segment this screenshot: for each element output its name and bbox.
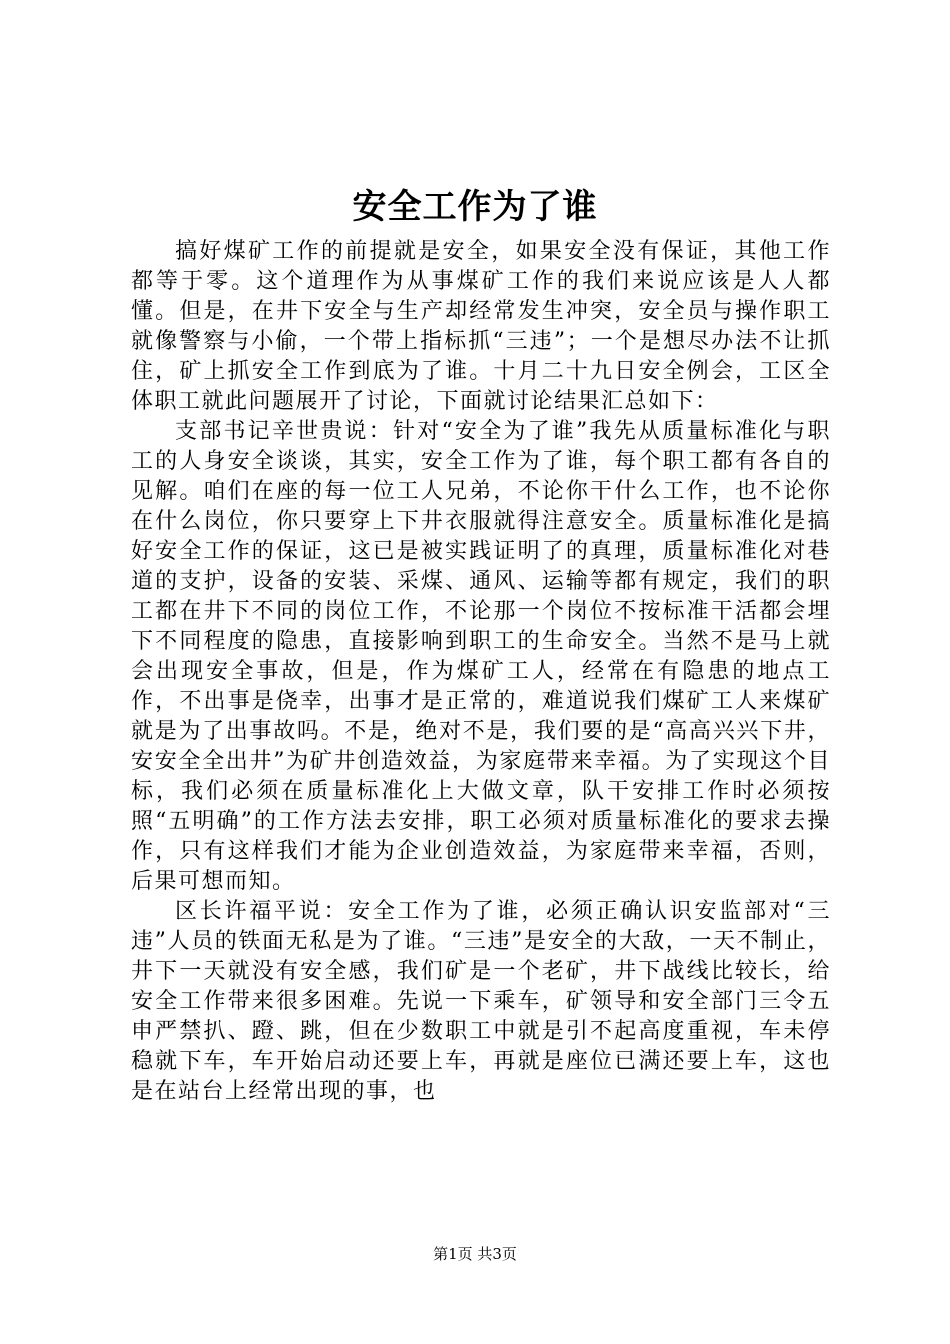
document-title: 安全工作为了谁: [352, 187, 598, 227]
paragraph-district-chief: 区长许福平说：安全工作为了谁，必须正确认识安监部对“三违”人员的铁面无私是为了谁。“三违”是安全的大敌，一天不制止，井下一天就没有安全感，我们矿是一个老矿，井下战线比较长，给安全工作带来很多困难。先说一下乘车，矿领导和安全部门三令五申严禁扒、蹬、跳，但在少数职工中就是引不起高度重视，车未停稳就下车，车开始启动还要上车，再就是座位已满还要上车，这也是在站台上经常出现的事，也: [131, 899, 831, 1104]
page-footer: 第1页 共3页: [433, 1245, 517, 1263]
paragraph-intro: 搞好煤矿工作的前提就是安全，如果安全没有保证，其他工作都等于零。这个道理作为从事煤矿工作的我们来说应该是人人都懂。但是，在井下安全与生产却经常发生冲突，安全员与操作职工就像警察与小偷，一个带上指标抓“三违”；一个是想尽办法不让抓住，矿上抓安全工作到底为了谁。十月二十九日安全例会，工区全体职工就此问题展开了讨论，下面就讨论结果汇总如下：: [131, 239, 831, 414]
paragraph-party-secretary: 支部书记辛世贵说：针对“安全为了谁”我先从质量标准化与职工的人身安全谈谈，其实，安全工作为了谁，每个职工都有各自的见解。咱们在座的每一位工人兄弟，不论你干什么工作，也不论你在什么岗位，你只要穿上下井衣服就得注意安全。质量标准化是搞好安全工作的保证，这已是被实践证明了的真理，质量标准化对巷道的支护，设备的安装、采煤、通风、运输等都有规定，我们的职工都在井下不同的岗位工作，不论那一个岗位不按标准干活都会埋下不同程度的隐患，直接影响到职工的生命安全。当然不是马上就会出现安全事故，但是，作为煤矿工人，经常在有隐患的地点工作，不出事是侥幸，出事才是正常的，难道说我们煤矿工人来煤矿就是为了出事故吗。不是，绝对不是，我们要的是“高高兴兴下井，安安全全出井”为矿井创造效益，为家庭带来幸福。为了实现这个目标，我们必须在质量标准化上大做文章，队干安排工作时必须按照“五明确”的工作方法去安排，职工必须对质量标准化的要求去操作，只有这样我们才能为企业创造效益，为家庭带来幸福，否则，后果可想而知。: [131, 419, 831, 894]
document-body: [131, 237, 831, 1107]
